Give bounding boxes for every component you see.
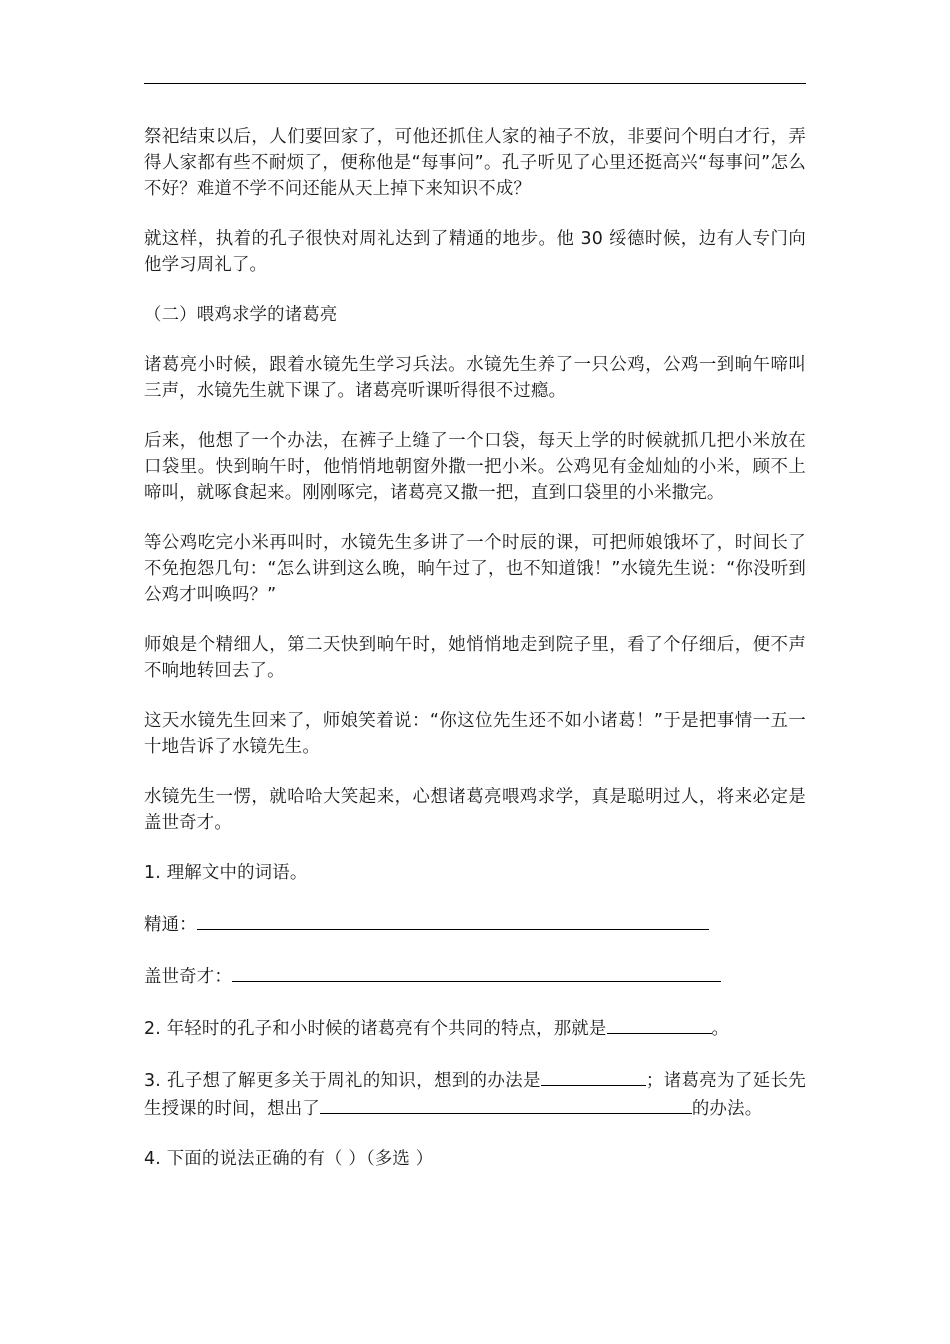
paragraph-zhuge-intro: 诸葛亮小时候，跟着水镜先生学习兵法。水镜先生养了一只公鸡，公鸡一到晌午啼叫三声，水镜先生就下课了。诸葛亮听课听得很不过瘾。 (144, 355, 806, 401)
answer-blank[interactable] (541, 1066, 646, 1086)
paragraph-zhuge-plan: 后来，他想了一个办法，在裤子上缝了一个口袋，每天上学的时候就抓几把小米放在口袋里。快到晌午时，他悄悄地朝窗外撒一把小米。公鸡见有金灿灿的小米，顾不上啼叫，就啄食起来。刚刚啄完，诸葛亮又撒一把，直到口袋里的小米撒完。 (144, 431, 806, 503)
paragraph-confucius-mastery: 就这样，执着的孔子很快对周礼达到了精通的地步。他 30 绥德时候，边有人专门向他学习周礼了。 (144, 229, 806, 275)
question-1-term-2 (144, 962, 806, 990)
question-2-suffix: 。 (711, 1019, 730, 1039)
paragraph-wife-tells: 这天水镜先生回来了，师娘笑着说：“你这位先生还不如小诸葛！”于是把事情一五一十地告诉了水镜先生。 (144, 711, 806, 757)
answer-blank[interactable] (197, 910, 709, 930)
question-2 (144, 1014, 806, 1042)
paragraph-wife-observes: 师娘是个精细人，第二天快到晌午时，她悄悄地走到院子里，看了个仔细后，便不声不响地转回去了。 (144, 635, 806, 681)
paragraph-confucius-ending: 祭祀结束以后，人们要回家了，可他还抓住人家的袖子不放，非要问个明白才行，弄得人家都有些不耐烦了，便称他是“每事问”。孔子听见了心里还挺高兴“每事问”怎么不好？难道不学不问还能从天上掉下来知识不成？ (144, 127, 806, 199)
question-3-prefix: 3. 孔子想了解更多关于周礼的知识，想到的办法是 (144, 1071, 541, 1091)
paragraph-teacher-complaint: 等公鸡吃完小米再叫时，水镜先生多讲了一个时辰的课，可把师娘饿坏了，时间长了不免抱怨几句：“怎么讲到这么晚，晌午过了，也不知道饿！”水镜先生说：“你没听到公鸡才叫唤吗？” (144, 533, 806, 605)
question-3 (144, 1066, 806, 1122)
question-1-title: 1. 理解文中的词语。 (144, 863, 308, 883)
question-3-suffix: 的办法。 (691, 1099, 763, 1119)
term-label: 精通： (144, 915, 197, 935)
header-rule (144, 83, 806, 84)
document-body (144, 124, 806, 1172)
term-label: 盖世奇才： (144, 967, 232, 987)
answer-blank[interactable] (607, 1014, 712, 1034)
question-3-middle: ；诸葛亮为了延长先生授课的时间，想出了 (144, 1071, 806, 1119)
answer-blank[interactable] (320, 1094, 692, 1114)
question-4: 4. 下面的说法正确的有（ ）（多选 ） (144, 1149, 434, 1169)
question-2-prefix: 2. 年轻时的孔子和小时候的诸葛亮有个共同的特点，那就是 (144, 1019, 607, 1039)
paragraph-teacher-laughs: 水镜先生一愣，就哈哈大笑起来，心想诸葛亮喂鸡求学，真是聪明过人，将来必定是盖世奇才。 (144, 787, 806, 833)
question-1-term-1 (144, 910, 806, 938)
section-heading: （二）喂鸡求学的诸葛亮 (144, 305, 338, 325)
answer-blank[interactable] (232, 962, 721, 982)
